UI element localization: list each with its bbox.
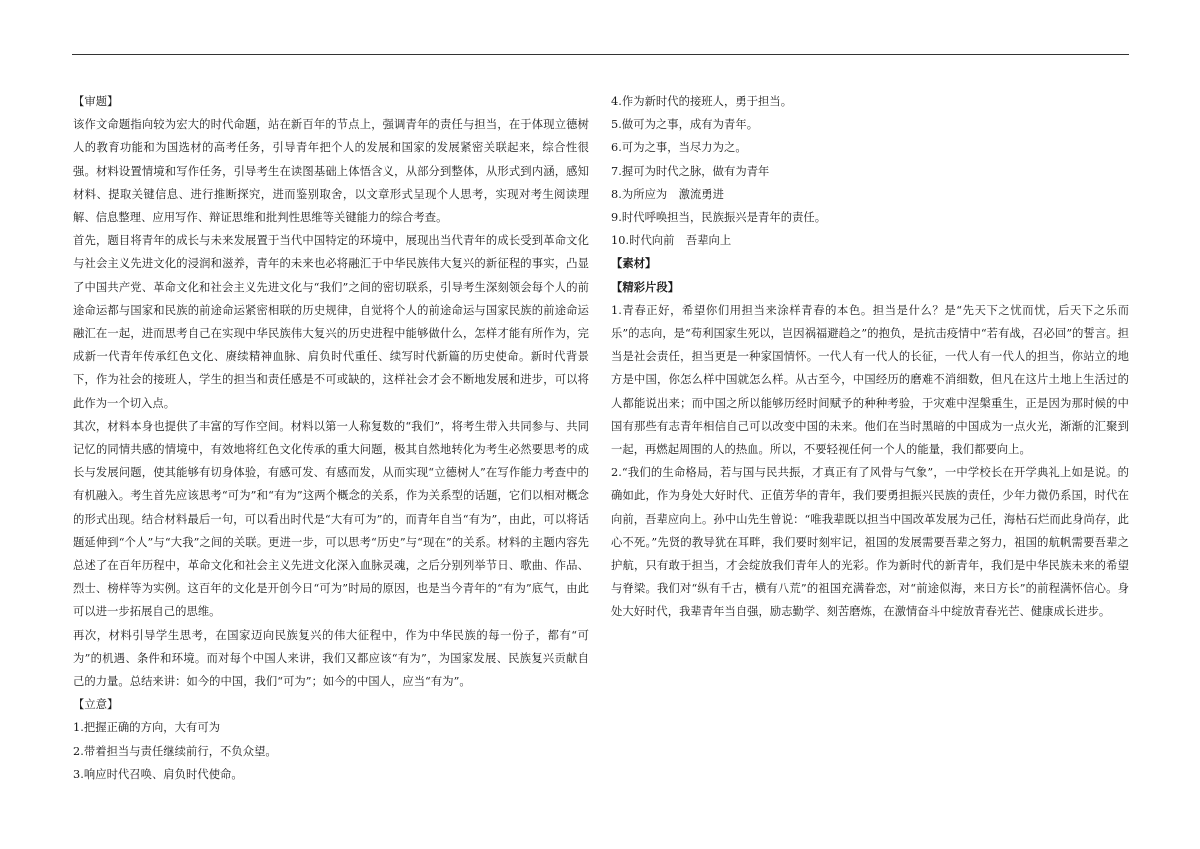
top-rule xyxy=(72,54,1129,55)
material-heading: 【素材】 xyxy=(611,256,657,271)
theme-heading: 【立意】 xyxy=(73,698,119,712)
theme-item-9: 9.时代呼唤担当，民族振兴是青年的责任。 xyxy=(611,211,827,225)
review-paragraph-2: 首先，题目将青年的成长与未来发展置于当代中国特定的环境中，展现出当代青年的成长受到革命文化与社会主义先进文化的浸润和滋养，青年的未来也必将融汇于中华民族伟大复兴的新征程的事实，凸显了中国共产党、革命文化和社会主义先进文化与“我们”之间的密切联系，引导考生深刻领会每个人的前途命运都与国家和民族的前途命运紧密相联的历史规律，自觉将个人的前途命运与国家民族的前途命运融汇在一起，进而思考自己在实现中华民族伟大复兴的历史进程中能够做什么，怎样才能有所作为，完成新一代青年传承红色文化、赓续精神血脉、肩负时代重任、续写时代新篇的历史使命。新时代背景下，作为社会的接班人，学生的担当和责任感是不可或缺的，这样社会才会不断地发展和进步，可以将此作为一个切入点。 xyxy=(73,234,589,410)
review-paragraph-4: 再次，材料引导学生思考，在国家迈向民族复兴的伟大征程中，作为中华民族的每一份子，都有“可为”的机遇、条件和环境。而对每个中国人来讲，我们又都应该“有为”，为国家发展、民族复兴贡献自己的力量。总结来讲：如今的中国，我们“可为”；如今的中国人，应当“有为”。 xyxy=(73,628,589,689)
excerpt-paragraph-1: 1.青春正好，希望你们用担当来涂样青春的本色。担当是什么？是“先天下之忧而忧，后天下之乐而乐”的志向，是“苟利国家生死以，岂因祸福避趋之”的抱负，是抗击疫情中“若有战，召必回”的誓言。担当是社会责任，担当更是一种家国情怀。一代人有一代人的长征，一代人有一代人的担当，你站立的地方是中国，你怎么样中国就怎么样。从古至今，中国经历的磨难不消细数，但凡在这片土地上生活过的人都能说出来；而中国之所以能够历经时间赋予的种种考验，于灾难中涅槃重生，正是因为那时候的中国有那些有志青年相信自己可以改变中国的未来。他们在当时黑暗的中国成为一点火光，渐渐的汇聚到一起，再燃起周围的人的热血。所以，不要轻视任何一个人的能量，我们都要向上。 xyxy=(611,303,1129,457)
right-column xyxy=(611,90,1129,624)
theme-item-8: 8.为所应为 激流勇进 xyxy=(611,187,725,201)
theme-item-6: 6.可为之事，当尽力为之。 xyxy=(611,141,747,155)
excerpt-heading: 【精彩片段】 xyxy=(611,279,680,294)
review-paragraph-3: 其次，材料本身也提供了丰富的写作空间。材料以第一人称复数的“我们”，将考生带入共同参与、共同记忆的同情共感的情境中，有效地将红色文化传承的重大问题，极其自然地转化为考生必然要思考的成长与发展问题，使其能够有切身体验，有感可发、有感而发，从而实现“立德树人”在写作能力考查中的有机融入。考生首先应该思考“可为”和“有为”这两个概念的关系，作为关系型的话题，它们以相对概念的形式出现。结合材料最后一句，可以看出时代是“大有可为”的，而青年自当“有为”，由此，可以将话题延伸到“个人”与“大我”之间的关联。更进一步，可以思考“历史”与“现在”的关系。材料的主题内容先总述了在百年历程中，革命文化和社会主义先进文化深入血脉灵魂，之后分别列举节日、歌曲、作品、烈士、榜样等为实例。这百年的文化是开创今日“可为”时局的原因，也是当今青年的“有为”底气，由此可以进一步拓展自己的思维。 xyxy=(73,419,589,619)
theme-item-3: 3.响应时代召唤、肩负时代使命。 xyxy=(73,767,243,781)
theme-item-7: 7.握可为时代之脉，做有为青年 xyxy=(611,164,770,178)
theme-item-5: 5.做可为之事，成有为青年。 xyxy=(611,118,759,132)
review-heading: 【审题】 xyxy=(73,95,119,108)
theme-item-10: 10.时代向前 吾辈向上 xyxy=(611,234,732,248)
theme-item-2: 2.带着担当与责任继续前行，不负众望。 xyxy=(73,744,277,758)
excerpt-paragraph-2: 2.“我们的生命格局，若与国与民共振，才真正有了风骨与气象”，一中学校长在开学典礼上如是说。的确如此，作为身处大好时代、正值芳华的青年，我们要勇担振兴民族的责任，少年力微仍系国，时代在向前，吾辈应向上。孙中山先生曾说：“唯我辈既以担当中国改革发展为己任，海枯石烂而此身尚存，此心不死。”先贤的教导犹在耳畔，我们要时刻牢记，祖国的发展需要吾辈之努力，祖国的航帆需要吾辈之护航，只有敢于担当，才会绽放我们青年人的光彩。作为新时代的新青年，我们是中华民族未来的希望与脊梁。我们对“纵有千古，横有八荒”的祖国充满眷恋，对“前途似海，来日方长”的前程满怀信心。身处大好时代，我辈青年当自强，励志勤学、刻苦磨炼，在激情奋斗中绽放青春光芒、健康成长进步。 xyxy=(611,466,1129,619)
theme-item-1: 1.把握正确的方向，大有可为 xyxy=(73,721,221,735)
theme-item-4: 4.作为新时代的接班人，勇于担当。 xyxy=(611,95,793,108)
left-column xyxy=(73,90,589,786)
review-paragraph-1: 该作文命题指向较为宏大的时代命题，站在新百年的节点上，强调青年的责任与担当，在于体现立德树人的教育功能和为国选材的高考任务，引导青年把个人的发展和国家的发展紧密关联起来，综合性很强。材料设置情境和写作任务，引导考生在读图基础上体悟含义，从部分到整体，从形式到内涵，感知材料、提取关键信息、进行推断探究，进而鉴别取舍，以文章形式呈现个人思考，实现对考生阅读理解、信息整理、应用写作、辩证思维和批判性思维等关键能力的综合考查。 xyxy=(73,118,589,225)
